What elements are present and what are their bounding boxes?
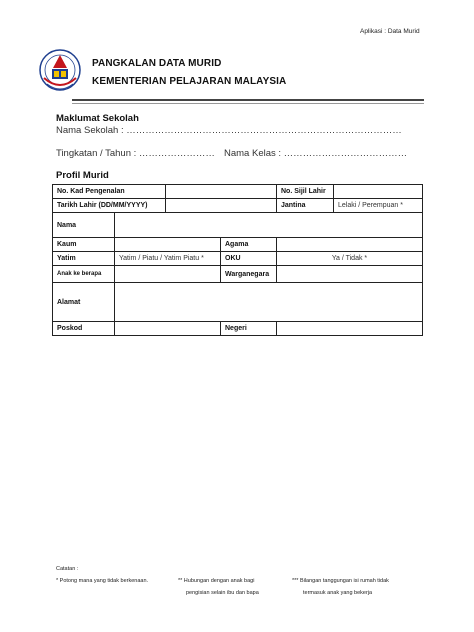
app-label: Aplikasi : Data Murid [360, 28, 420, 35]
table-row [53, 322, 423, 336]
header-divider-thin [72, 103, 424, 104]
note-2-line-2: pengisian selain ibu dan bapa [186, 590, 259, 596]
citizenship-input[interactable] [277, 266, 423, 283]
id-number-input[interactable] [166, 185, 277, 199]
name-input[interactable] [115, 213, 423, 238]
postcode-label: Poskod [53, 322, 115, 336]
table-row [53, 252, 423, 266]
class-name-field[interactable]: Nama Kelas : ………………………………… [224, 148, 408, 159]
note-3-line-2: termasuk anak yang bekerja [303, 590, 373, 596]
religion-input[interactable] [277, 238, 423, 252]
student-section-heading: Profil Murid [56, 170, 109, 181]
table-row [53, 185, 423, 199]
id-number-label: No. Kad Pengenalan [53, 185, 166, 199]
table-row [53, 283, 423, 322]
title-line-1: PANGKALAN DATA MURID [92, 58, 222, 69]
oku-value[interactable]: Ya / Tidak * [277, 252, 423, 266]
notes-label: Catatan : [56, 566, 79, 572]
gender-value[interactable]: Lelaki / Perempuan * [334, 199, 423, 213]
state-input[interactable] [277, 322, 423, 336]
table-row [53, 213, 423, 238]
dob-label: Tarikh Lahir (DD/MM/YYYY) [53, 199, 166, 213]
school-section-heading: Maklumat Sekolah [56, 113, 139, 124]
name-label: Nama [53, 213, 115, 238]
ministry-logo-icon [38, 48, 82, 96]
table-row [53, 199, 423, 213]
oku-label: OKU [221, 252, 277, 266]
dob-input[interactable] [166, 199, 277, 213]
birth-cert-input[interactable] [334, 185, 423, 199]
postcode-input[interactable] [115, 322, 221, 336]
child-number-label: Anak ke berapa [53, 266, 115, 283]
table-row [53, 238, 423, 252]
race-input[interactable] [115, 238, 221, 252]
note-1: * Potong mana yang tidak berkenaan. [56, 578, 149, 584]
gender-label: Jantina [277, 199, 334, 213]
birth-cert-label: No. Sijil Lahir [277, 185, 334, 199]
orphan-value[interactable]: Yatim / Piatu / Yatim Piatu * [115, 252, 221, 266]
citizenship-label: Warganegara [221, 266, 277, 283]
address-input[interactable] [115, 283, 423, 322]
address-label: Alamat [53, 283, 115, 322]
orphan-label: Yatim [53, 252, 115, 266]
note-3-line-1: *** Bilangan tanggungan isi rumah tidak [292, 578, 389, 584]
table-row [53, 266, 423, 283]
student-profile-table [52, 184, 423, 336]
title-line-2: KEMENTERIAN PELAJARAN MALAYSIA [92, 76, 287, 87]
state-label: Negeri [221, 322, 277, 336]
race-label: Kaum [53, 238, 115, 252]
grade-field[interactable]: Tingkatan / Tahun : …………………… [56, 148, 215, 159]
school-name-field[interactable]: Nama Sekolah : …………………………………………………………………………… [56, 125, 402, 136]
child-number-input[interactable] [115, 266, 221, 283]
religion-label: Agama [221, 238, 277, 252]
note-2-line-1: ** Hubungan dengan anak bagi [178, 578, 255, 584]
header-divider [72, 99, 424, 101]
